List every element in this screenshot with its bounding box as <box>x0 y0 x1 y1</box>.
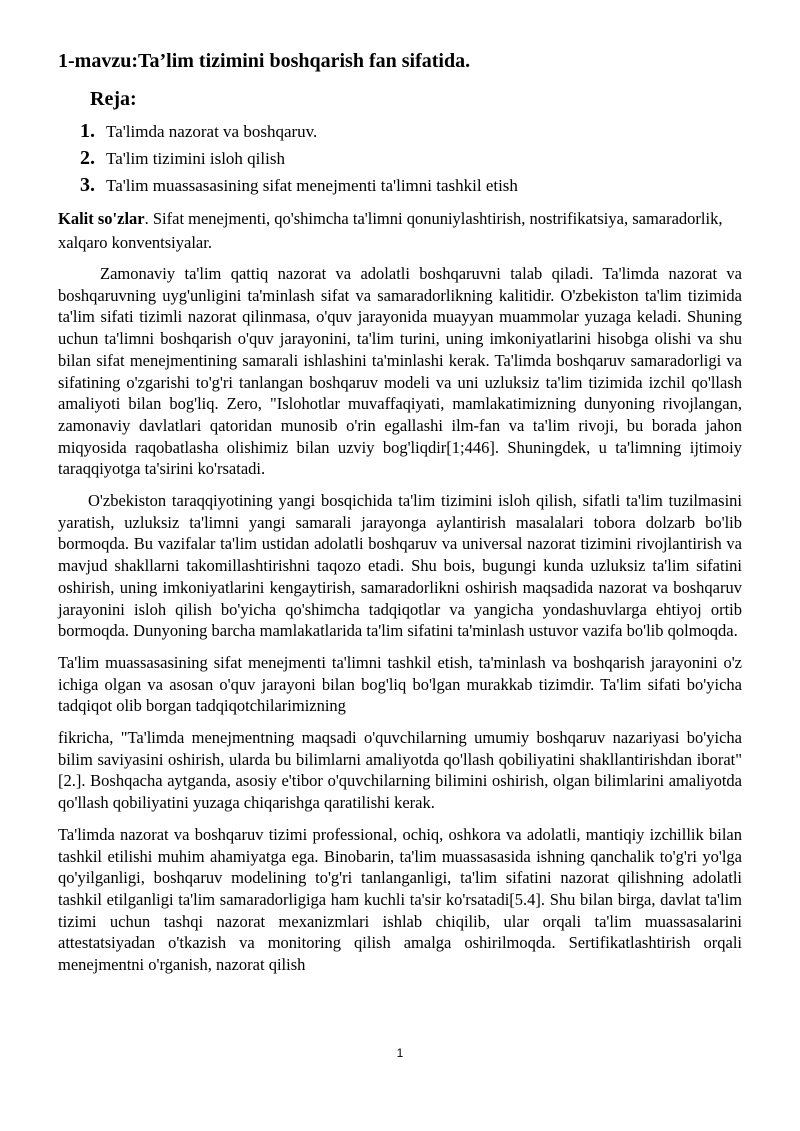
plan-heading: Reja: <box>90 88 137 110</box>
body-paragraph: Zamonaviy ta'lim qattiq nazorat va adolatli boshqaruvni talab qiladi. Ta'limda nazorat va boshqaruvning uyg'unligini ta'minlash sifat va samaradorlikning kalitidir. O'zbekiston ta'lim tizimida ta'lim sifati tizimli nazorat qilinmasa, o'quv jarayonida muayyan muammolar yuzaga keladi. Shuning uchun ta'limni boshqarish o'quv jarayonini, ta'lim turini, uning imkoniyatlarini hisobga olishi va shu bilan sifat menejmentining samarali ishlashini ta'minlashi kerak. Ta'limda boshqaruv samaradorligi va sifatining o'zgarishi to'g'ri tanlangan boshqaruv modeli va uni uzluksiz ta'lim tizimida izchil qo'llash amaliyoti bilan bog'liq. Zero, "Islohotlar muvaffaqiyati, mamlakatimizning dunyoning rivojlangan, zamonaviy davlatlari qatoridan munosib o'rin egallashi ilm-fan va ta'lim rivoji, bu borada jahon miqyosida raqobatlasha olishimiz bilan uzviy bog'liqdir[1;446]. Shuningdek, u ta'limning ijtimoiy taraqqiyotga ta'sirini ko'rsatadi. <box>58 264 742 479</box>
keywords-label: Kalit so'zlar <box>58 209 145 228</box>
topic-title: 1-mavzu:Ta’lim tizimini boshqarish fan sifatida. <box>58 50 471 72</box>
body-paragraph: Ta'limda nazorat va boshqaruv tizimi professional, ochiq, oshkora va adolatli, mantiqiy izchillik bilan tashkil etilishi muhim ahamiyatga ega. Binobarin, ta'lim muassasasida ishning qanchalik to'g'ri yo'lga qo'yilganligi, boshqaruv modelining to'g'ri tanlanganligi, ta'lim sifatini nazorat qilishning adolatli tashkil etilganligi ta'lim samaradorligiga ham kuchli ta'sir ko'rsatadi[5.4]. Shu bilan birga, davlat ta'lim tizimi uchun tashqi nazorat mexanizmlari ishlab chiqilib, ular orqali ta'lim muassasalarini attestatsiyadan o'tkazish va monitoring qilish amalga oshirilmoqda. Sertifikatlashtirish orqali menejmentni o'rganish, nazorat qilish <box>58 824 742 975</box>
plan-item-text: Ta'limda nazorat va boshqaruv. <box>106 122 318 141</box>
plan-item-number: 2. <box>80 147 95 169</box>
body-paragraph: O'zbekiston taraqqiyotining yangi bosqichida ta'lim tizimini isloh qilish, sifatli ta'lim tuzilmasini yaratish, uzluksiz ta'limni yangi samarali jarayonga aylantirish masalalari tobora dolzarb bo'lib bormoqda. Bu vazifalar ta'lim ustidan adolatli boshqaruv va universal nazorat tizimini rivojlantirish va mavjud shakllarni takomillashtirishni taqozo etadi. Shu bois, bugungi kunda uzluksiz ta'lim sifatini oshirish, uning imkoniyatlarini kengaytirish, samaradorlikni oshirish maqsadida nazorat va boshqaruv jarayonini isloh qilish bo'yicha qo'shimcha tadqiqotlar va yangicha yondashuvlarga ehtiyoj ortib bormoqda. Dunyoning barcha mamlakatlarida ta'lim sifatini ta'minlash ustuvor vazifa bo'lib qolmoqda. <box>58 491 742 641</box>
body-paragraph: Ta'lim muassasasining sifat menejmenti ta'limni tashkil etish, ta'minlash va boshqarish jarayonini o'z ichiga olgan va asosan o'quv jarayoni bilan bog'liq bo'lgan murakkab tizimdir. Ta'lim sifati bo'yicha tadqiqot olib borgan tadqiqotchilarimizning <box>58 652 742 716</box>
plan-item <box>80 172 742 199</box>
plan-item-number: 3. <box>80 174 95 196</box>
keywords-text: . Sifat menejmenti, qo'shimcha ta'limni qonuniylashtirish, nostrifikatsiya, samaradorlik, xalqaro konventsiyalar. <box>58 209 723 252</box>
plan-list <box>80 118 742 199</box>
keywords-line <box>58 207 742 255</box>
plan-item <box>80 145 742 172</box>
document-page <box>58 48 742 986</box>
plan-item <box>80 118 742 145</box>
plan-item-text: Ta'lim muassasasining sifat menejmenti ta'limni tashkil etish <box>106 176 518 195</box>
body-paragraph: fikricha, "Ta'limda menejmentning maqsadi o'quvchilarning umumiy boshqaruv nazariyasi bo'yicha bilim saviyasini oshirish, ularda bu bilimlarni amaliyotda qo'llash qobiliyatini shakllantirishdan iborat" [2.]. Boshqacha aytganda, asosiy e'tibor o'quvchilarning bilimini oshirish, olgan bilimlarini amaliyotda qo'llash qobiliyatini yuzaga chiqarishga qaratilishi kerak. <box>58 728 742 813</box>
plan-item-number: 1. <box>80 120 95 142</box>
plan-item-text: Ta'lim tizimini isloh qilish <box>106 149 285 168</box>
page-number: 1 <box>396 1046 404 1060</box>
